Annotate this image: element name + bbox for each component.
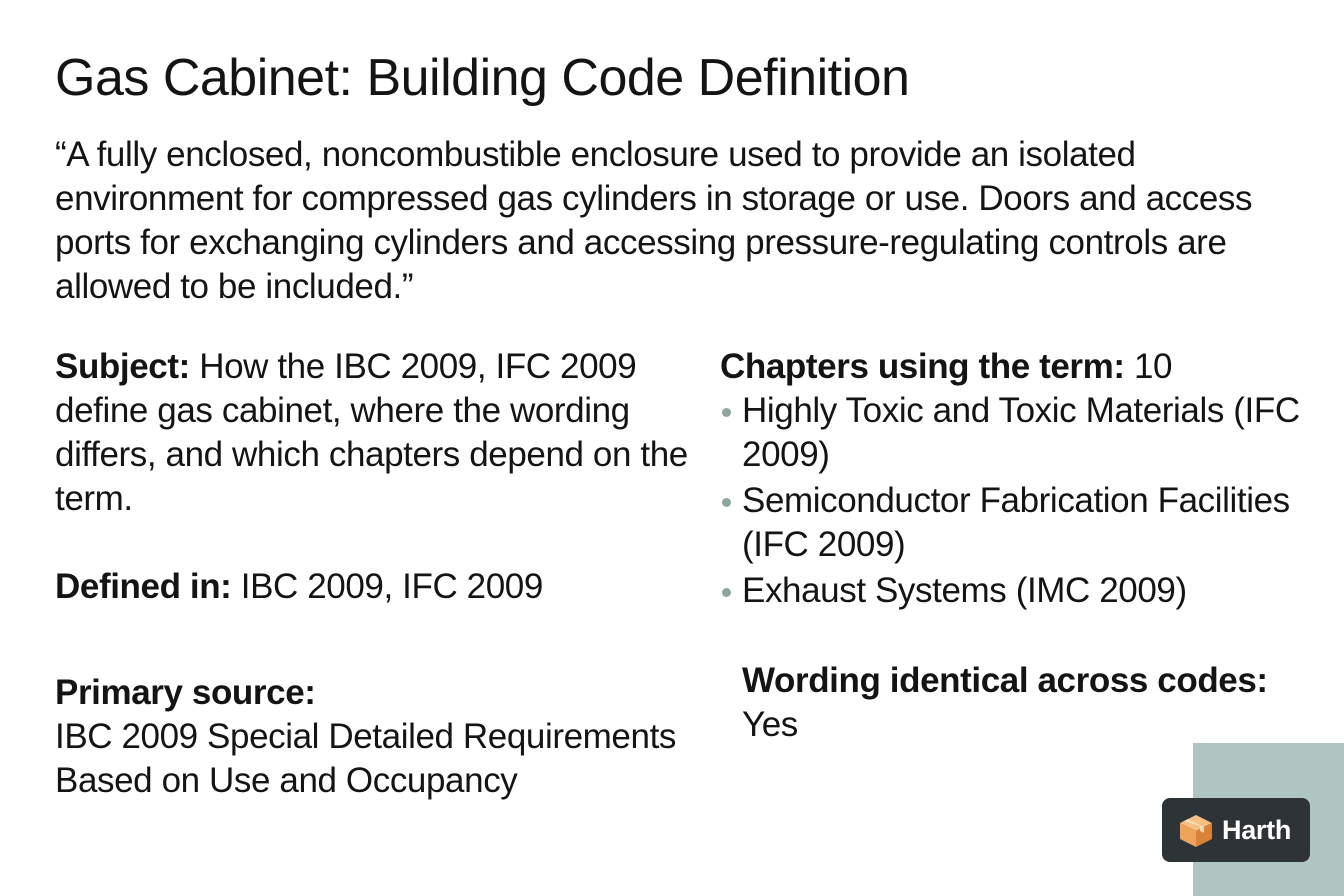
chapter-item-label: Highly Toxic and Toxic Materials (IFC 2009) <box>742 391 1300 474</box>
list-item <box>720 389 1320 477</box>
wording-value: Yes <box>742 705 798 744</box>
defined-in-block <box>55 565 695 609</box>
definition-quote: “A fully enclosed, noncombustible enclosure used to provide an isolated environment for compressed gas cylinders in storage or use. Doors and access ports for exchanging cylinders and accessing pressure-regulating controls are allowed to be included.” <box>55 135 1253 306</box>
chapters-label: Chapters using the term: <box>720 347 1125 386</box>
list-item <box>720 569 1320 613</box>
subject-value: How the IBC 2009, IFC 2009 define gas cabinet, where the wording differs, and which chapters depend on the term. <box>55 347 688 518</box>
chapters-count: 10 <box>1124 347 1173 386</box>
logo-text: Harth <box>1222 814 1292 845</box>
box-icon <box>1176 811 1216 849</box>
bullet-icon <box>722 408 731 417</box>
bullet-icon <box>722 498 731 507</box>
chapter-item-label: Exhaust Systems (IMC 2009) <box>742 571 1187 610</box>
page-title: Gas Cabinet: Building Code Definition <box>55 49 910 107</box>
primary-source-value: IBC 2009 Special Detailed Requirements Based on Use and Occupancy <box>55 717 676 800</box>
primary-source-block <box>55 671 695 803</box>
right-column <box>720 345 1320 747</box>
wording-block <box>720 659 1320 747</box>
bullet-icon <box>722 588 731 597</box>
chapters-heading <box>720 345 1320 389</box>
primary-source-label: Primary source: <box>55 673 316 712</box>
chapters-list <box>720 389 1320 613</box>
list-item <box>720 479 1320 567</box>
chapter-item-label: Semiconductor Fabrication Facilities (IFC 2009) <box>742 481 1290 564</box>
subject-label: Subject: <box>55 347 190 386</box>
wording-label: Wording identical across codes: <box>742 661 1268 700</box>
defined-in-label: Defined in: <box>55 567 232 606</box>
defined-in-value: IBC 2009, IFC 2009 <box>231 567 543 606</box>
subject-block <box>55 345 695 521</box>
left-column <box>55 345 695 803</box>
harth-logo-badge <box>1162 798 1310 862</box>
